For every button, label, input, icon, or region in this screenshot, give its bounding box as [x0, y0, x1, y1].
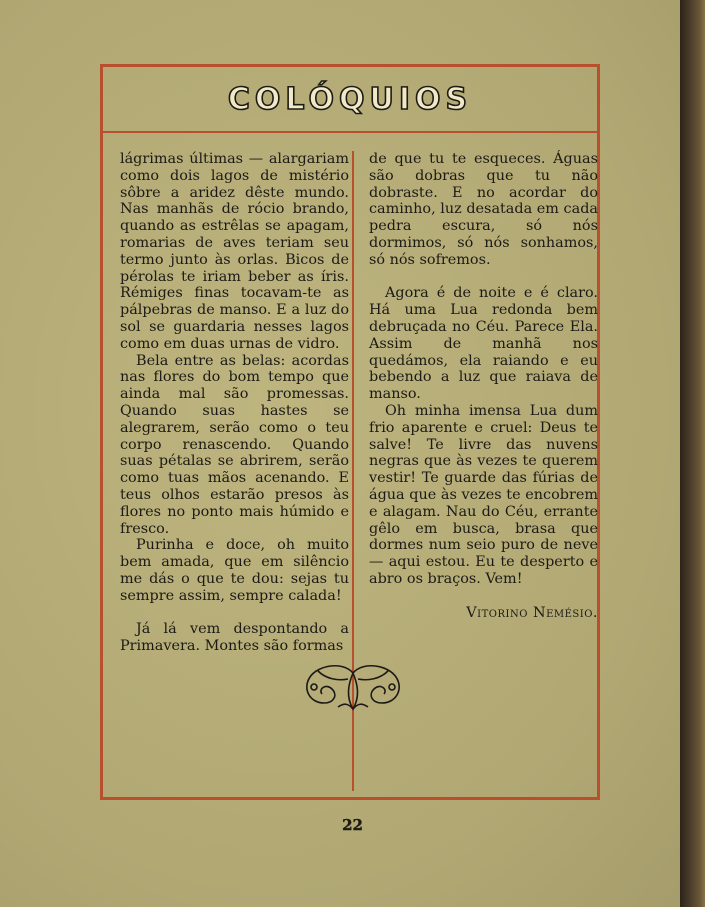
- page-frame: [100, 64, 600, 800]
- paragraph: Bela entre as belas: acordas nas flores do bom tempo que ainda mal são promessas. Quando suas hastes se alegrarem, serão como o teu corpo renascendo. Quando suas pétalas se abrirem, serão como tuas mãos acenando. E teus olhos estarão presos às flores no ponto mais húmido e fresco.: [120, 352, 349, 537]
- paragraph: Já lá vem despontando a Primavera. Montes são formas: [120, 621, 349, 655]
- title-rule: [103, 131, 597, 133]
- book-spine: [680, 0, 705, 907]
- paragraph: Agora é de noite e é claro. Há uma Lua redonda bem debruçada no Céu. Parece Ela. Assim de manhã nos quedámos, ela raiando e eu bebendo a luz que raiava de manso.: [369, 285, 598, 403]
- paragraph: Purinha e doce, oh muito bem amada, que em silêncio me dás o que te dou: sejas tu sempre assim, sempre calada!: [120, 537, 349, 604]
- paragraph: Oh minha imensa Lua dum frio aparente e cruel: Deus te salve! Te livre das nuvens negras que às vezes te querem vestir! Te guarde das fúrias de água que às vezes te encobrem e alagam. Nau do Céu, errante gêlo em busca, brasa que dormes num seio puro de neve — aqui estou. Eu te desperto e abro os braços. Vem!: [369, 402, 598, 587]
- page-number: 22: [342, 816, 363, 834]
- author-signature: Vitorino Nemésio.: [466, 604, 598, 621]
- right-column: [369, 151, 598, 621]
- paragraph: de que tu te esqueces. Águas são dobras que tu não dobraste. E no acordar do caminho, luz desatada em cada pedra escura, só nós dormimos, só nós sonhamos, só nós sofremos.: [369, 151, 598, 268]
- left-column: [120, 151, 349, 655]
- floral-scroll-ornament-icon: [298, 663, 408, 713]
- paragraph: lágrimas últimas — alargariam como dois lagos de mistério sôbre a aridez dêste mundo. Nas manhãs de rócio brando, quando as estrêlas se apagam, romarias de aves teriam seu termo junto às orlas. Bicos de pérolas te iriam beber as íris. Rémiges finas tocavam-te as pálpebras de manso. E a luz do sol se guardaria nesses lagos como em duas urnas de vidro.: [120, 151, 349, 352]
- page-title: COLÓQUIOS: [227, 82, 473, 117]
